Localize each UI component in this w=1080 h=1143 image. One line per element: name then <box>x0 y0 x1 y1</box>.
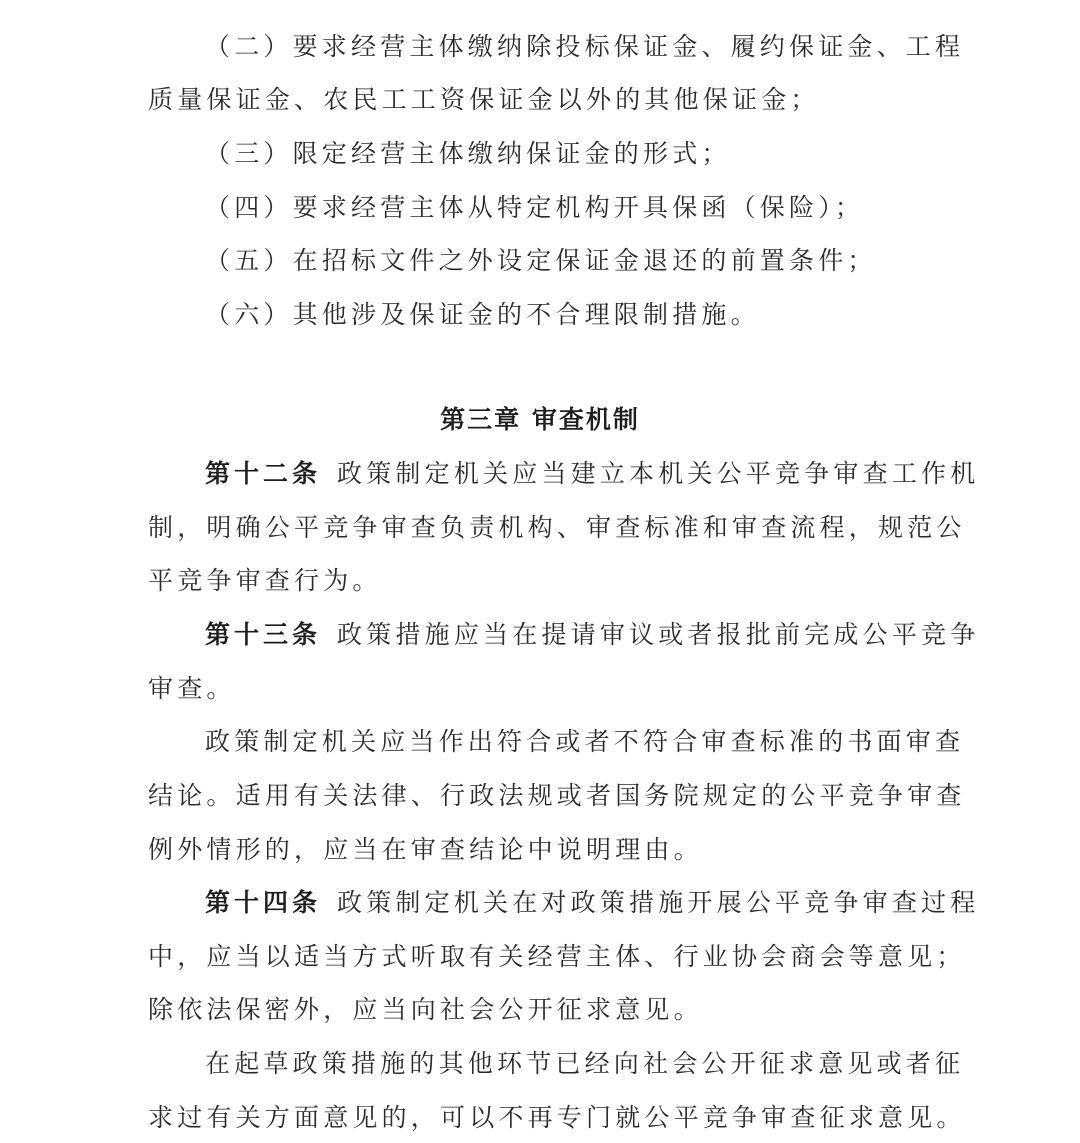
article-13-text: 政策措施应当在提请审议或者报批前完成公平竞争 <box>337 620 980 649</box>
article-12-line: 平竞争审查行为。 <box>148 566 382 595</box>
article-14-line: 除依法保密外，应当向社会公开征求意见。 <box>148 995 703 1024</box>
article-12-line: 制，明确公平竞争审查负责机构、审查标准和审查流程，规范公 <box>148 513 966 542</box>
list-item: （二）要求经营主体缴纳除投标保证金、履约保证金、工程 <box>205 32 965 61</box>
article-13-para2-line: 结论。适用有关法律、行政法规或者国务院规定的公平竞争审查 <box>148 781 966 810</box>
article-14-first-line <box>205 886 1080 920</box>
list-item: （三）限定经营主体缴纳保证金的形式； <box>205 139 731 168</box>
article-14-para2-line: 在起草政策措施的其他环节已经向社会公开征求意见或者征 <box>205 1049 965 1078</box>
article-13-label: 第十三条 <box>205 620 322 649</box>
article-13-para2-line: 政策制定机关应当作出符合或者不符合审查标准的书面审查 <box>205 727 965 756</box>
article-14-label: 第十四条 <box>205 888 322 917</box>
list-item: （五）在招标文件之外设定保证金退还的前置条件； <box>205 246 877 275</box>
chapter-heading: 第三章 审查机制 <box>440 405 640 434</box>
list-item: （六）其他涉及保证金的不合理限制措施。 <box>205 300 760 329</box>
article-12-label: 第十二条 <box>205 459 322 488</box>
article-13-first-line <box>205 618 1080 652</box>
article-13-line: 审查。 <box>148 674 236 703</box>
article-12-first-line <box>205 457 1080 491</box>
article-14-line: 中，应当以适当方式听取有关经营主体、行业协会商会等意见； <box>148 942 966 971</box>
list-item: （四）要求经营主体从特定机构开具保函（保险）； <box>205 193 865 222</box>
article-14-para2-line: 求过有关方面意见的，可以不再专门就公平竞争审查征求意见。 <box>148 1103 966 1132</box>
article-14-text: 政策制定机关在对政策措施开展公平竞争审查过程 <box>337 888 980 917</box>
article-12-text: 政策制定机关应当建立本机关公平竞争审查工作机 <box>337 459 980 488</box>
list-item: 质量保证金、农民工工资保证金以外的其他保证金； <box>148 85 820 114</box>
article-13-para2-line: 例外情形的，应当在审查结论中说明理由。 <box>148 835 703 864</box>
